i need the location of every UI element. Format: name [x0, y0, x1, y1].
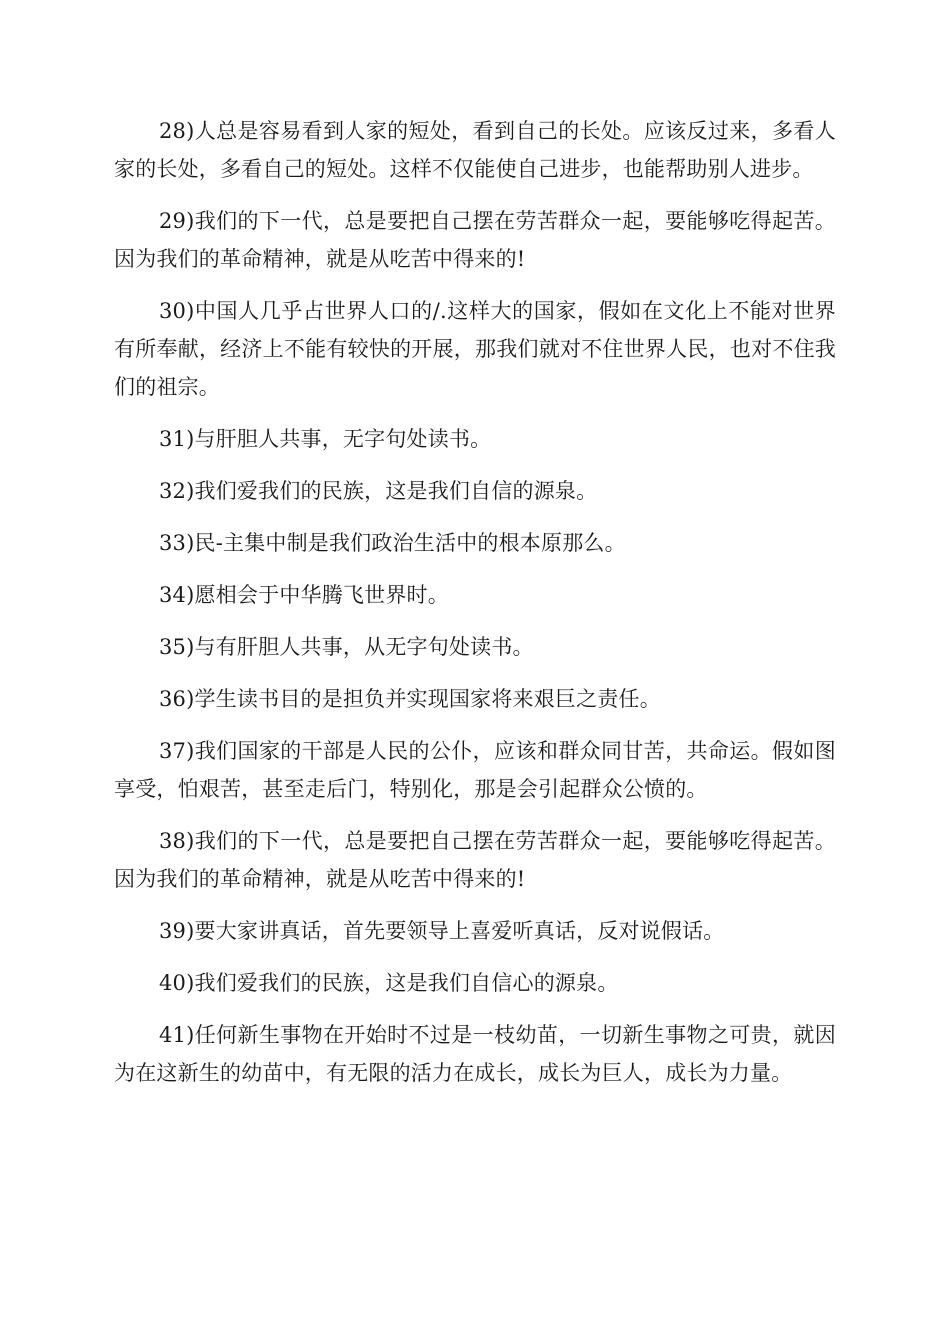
paragraph-30: 30)中国人几乎占世界人口的/.这样大的国家，假如在文化上不能对世界有所奉献，经济上不能有较快的开展，那我们就对不住世界人民，也对不住我们的祖宗。	[114, 299, 836, 399]
paragraph-36: 36)学生读书目的是担负并实现国家将来艰巨之责任。	[159, 687, 661, 711]
paragraph-29: 29)我们的下一代，总是要把自己摆在劳苦群众一起，要能够吃得起苦。因为我们的革命精神，就是从吃苦中得来的!	[114, 209, 836, 271]
paragraph-40: 40)我们爱我们的民族，这是我们自信心的源泉。	[159, 971, 619, 995]
paragraph-35: 35)与有肝胆人共事，从无字句处读书。	[159, 635, 534, 659]
document-body	[114, 112, 836, 1106]
paragraph-34: 34)愿相会于中华腾飞世界时。	[159, 583, 449, 607]
paragraph-41: 41)任何新生事物在开始时不过是一枝幼苗，一切新生事物之可贵，就因为在这新生的幼苗中，有无限的活力在成长，成长为巨人，成长为力量。	[114, 1023, 836, 1085]
paragraph-33: 33)民-主集中制是我们政治生活中的根本原那么。	[159, 531, 626, 555]
paragraph-32: 32)我们爱我们的民族，这是我们自信的源泉。	[159, 479, 598, 503]
paragraph-37: 37)我们国家的干部是人民的公仆，应该和群众同甘苦，共命运。假如图享受，怕艰苦，甚至走后门，特别化，那是会引起群众公愤的。	[114, 739, 836, 801]
paragraph-39: 39)要大家讲真话，首先要领导上喜爱听真话，反对说假话。	[159, 919, 725, 943]
paragraph-31: 31)与肝胆人共事，无字句处读书。	[159, 427, 492, 451]
paragraph-38: 38)我们的下一代，总是要把自己摆在劳苦群众一起，要能够吃得起苦。因为我们的革命精神，就是从吃苦中得来的!	[114, 829, 836, 891]
paragraph-28: 28)人总是容易看到人家的短处，看到自己的长处。应该反过来，多看人家的长处，多看自己的短处。这样不仅能使自己进步，也能帮助别人进步。	[114, 119, 836, 181]
